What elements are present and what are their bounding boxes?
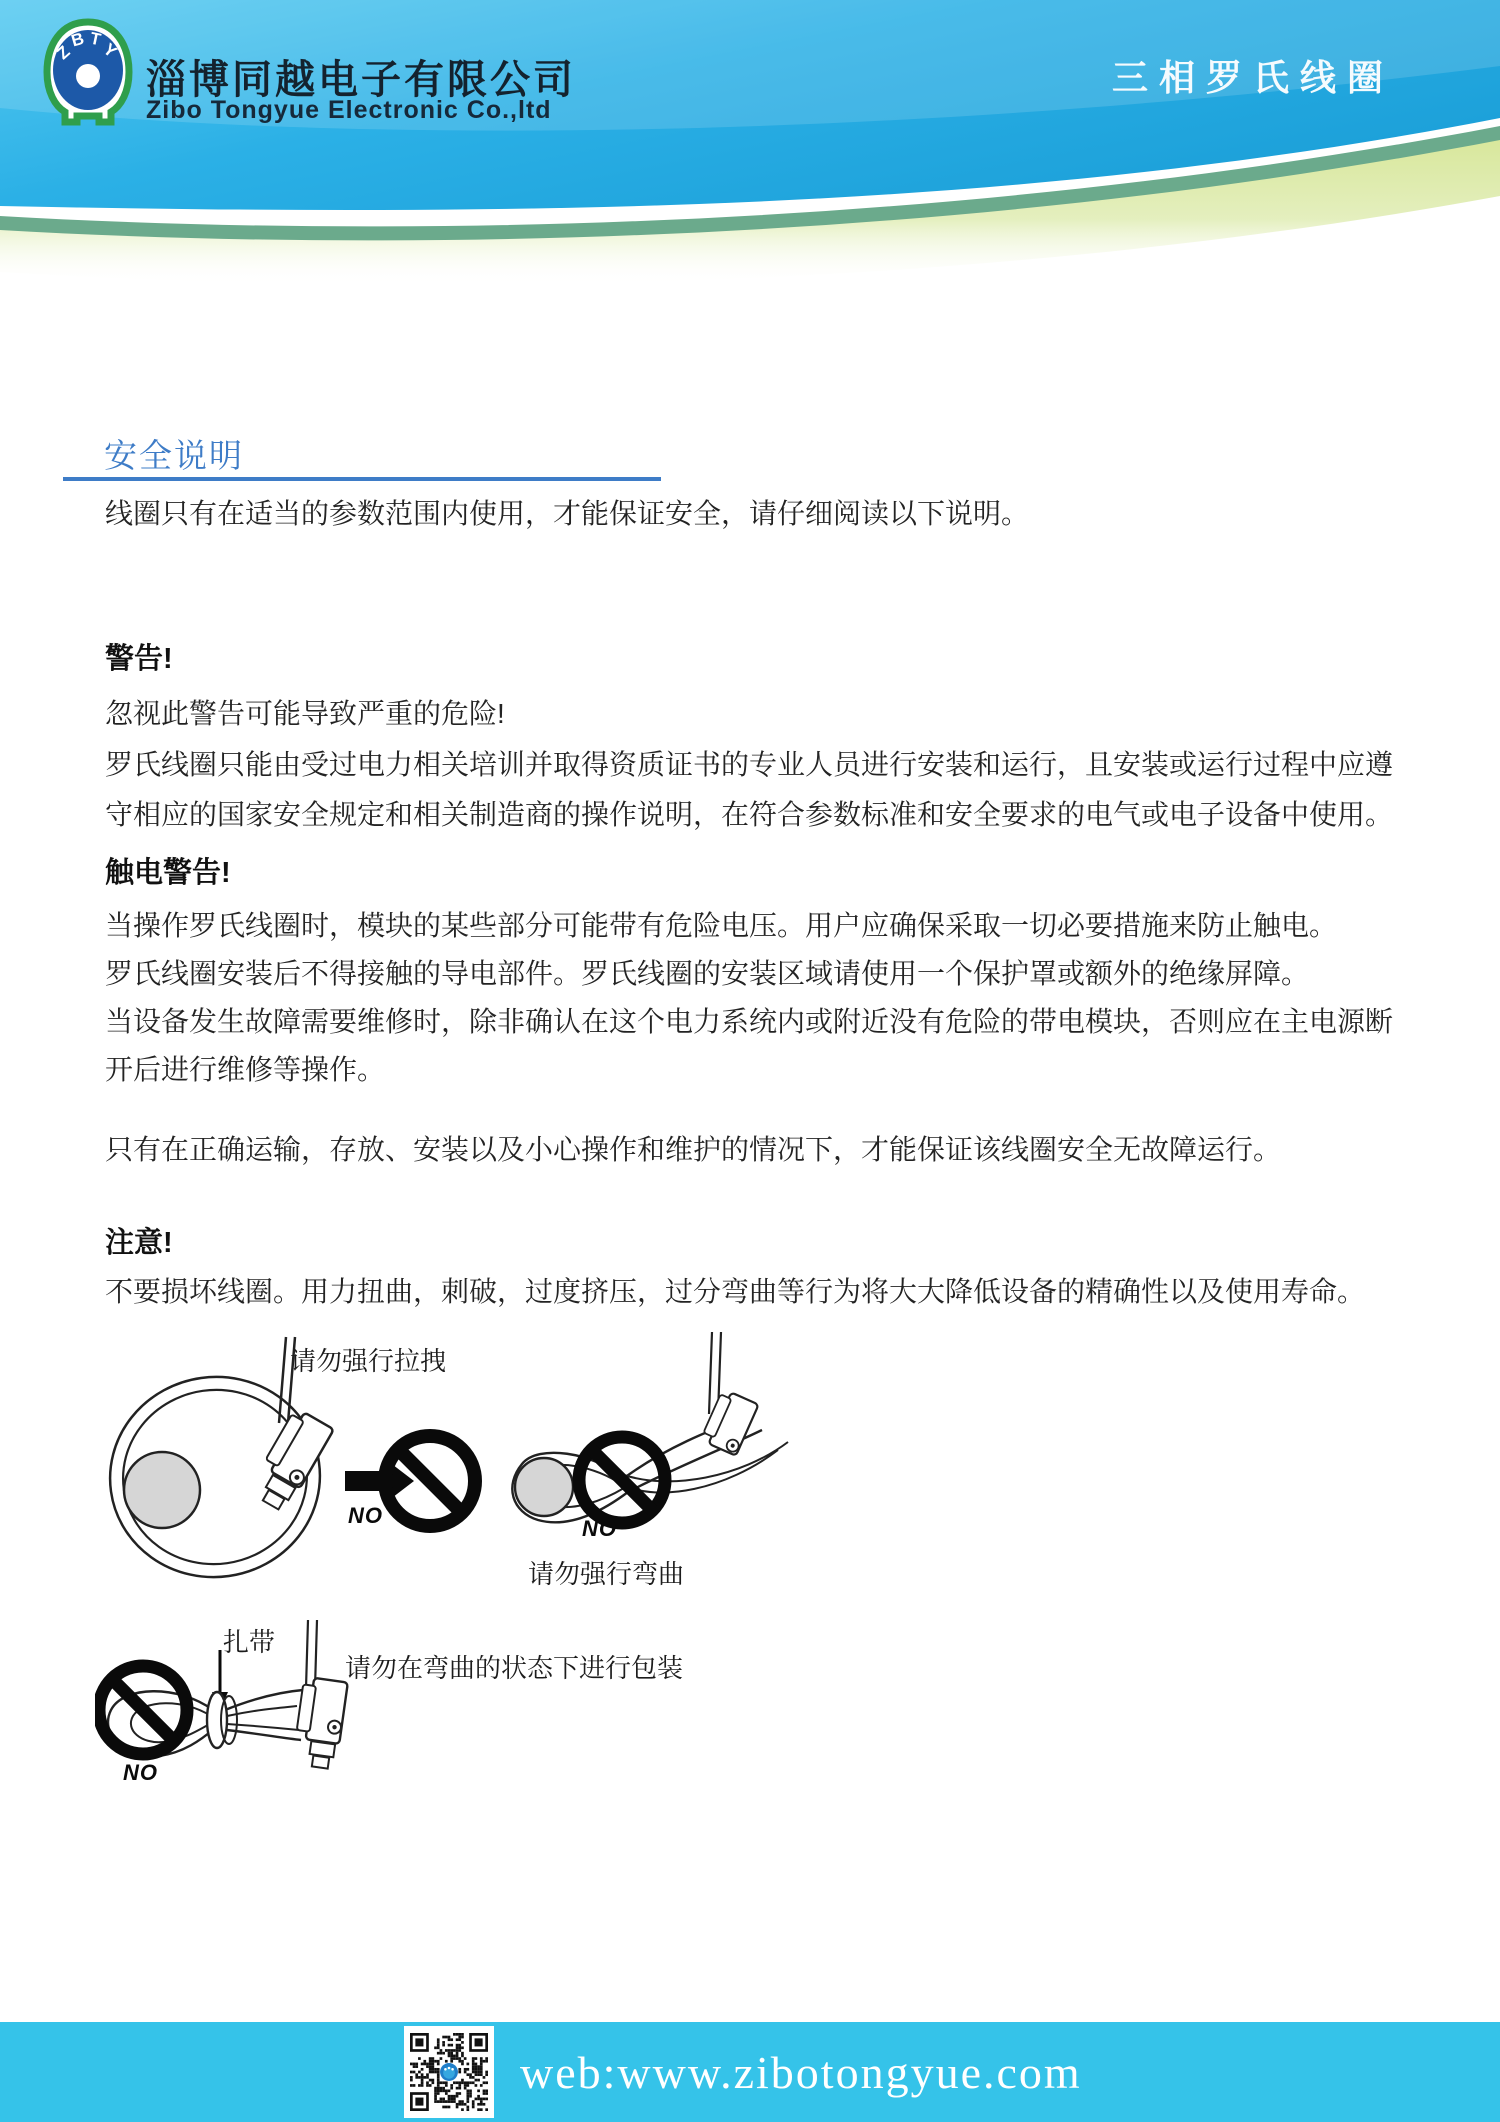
bend-label: 请勿强行弯曲 [528, 1559, 685, 1589]
shock-warning-line: 当设备发生故障需要维修时，除非确认在这个电力系统内或附近没有危险的带电模块，否则应在主电源断开后进行维修等操作。 [105, 1006, 1394, 1085]
qr-code [404, 2026, 494, 2118]
qr-code-pattern [410, 2033, 488, 2111]
shock-warning-line: 当操作罗氏线圈时，模块的某些部分可能带有危险电压。用户应确保采取一切必要措施来防止触电。 [105, 910, 1338, 941]
logo-center-dot [76, 64, 100, 88]
shock-warning-line: 罗氏线圈安装后不得接触的导电部件。罗氏线圈的安装区域请使用一个保护罩或额外的绝缘屏障。 [105, 958, 1310, 989]
header-wave-graphic [0, 0, 1500, 300]
package-no-text: NO [123, 1760, 158, 1785]
intro-text: 线圈只有在适当的参数范围内使用，才能保证安全，请仔细阅读以下说明。 [105, 498, 1030, 529]
coil-connector [247, 1407, 334, 1513]
package-label: 请勿在弯曲的状态下进行包装 [345, 1653, 684, 1683]
logo-letter-b: B [69, 28, 87, 51]
logo-letter-y: Y [99, 39, 121, 62]
diagram-do-not-package-bent [95, 1618, 684, 1828]
shock-warning-heading: 触电警告! [105, 857, 231, 889]
handling-note: 只有在正确运输，存放、安装以及小心操作和维护的情况下，才能保证该线圈安全无故障运行。 [105, 1134, 1282, 1165]
warning-heading: 警告! [105, 643, 173, 675]
cable-tie [207, 1692, 237, 1748]
caution-heading: 注意! [105, 1227, 173, 1259]
company-name-chinese: 淄博同越电子有限公司 [146, 58, 576, 102]
tie-label: 扎带 [223, 1627, 276, 1657]
pull-no-text: NO [348, 1503, 383, 1528]
pull-label: 请勿强行拉拽 [290, 1346, 447, 1376]
warning-line: 忽视此警告可能导致严重的危险! [105, 698, 505, 729]
logo-letter-t: T [88, 28, 103, 50]
conductor-circle [515, 1458, 573, 1516]
conductor-circle [124, 1452, 200, 1528]
diagram-do-not-bend [500, 1330, 820, 1610]
bend-no-text: NO [582, 1516, 617, 1541]
shock-warning-paragraphs [105, 902, 1405, 1094]
product-name: 三相罗氏线圈 [1112, 57, 1395, 98]
logo-letter-z: Z [53, 42, 74, 64]
website-text: web:www.zibotongyue.com [520, 2047, 1082, 2098]
section-title-rule [63, 477, 661, 481]
section-title: 安全说明 [104, 437, 244, 474]
warning-paragraph: 罗氏线圈只能由受过电力相关培训并取得资质证书的专业人员进行安装和运行，且安装或运行过程中应遵守相应的国家安全规定和相关制造商的操作说明，在符合参数标准和安全要求的电气或电子设备中使用。 [105, 749, 1394, 830]
caution-text: 不要损坏线圈。用力扭曲，刺破，过度挤压，过分弯曲等行为将大大降低设备的精确性以及使用寿命。 [105, 1276, 1366, 1307]
company-logo [38, 18, 138, 130]
company-name-english: Zibo Tongyue Electronic Co.,ltd [146, 96, 552, 124]
